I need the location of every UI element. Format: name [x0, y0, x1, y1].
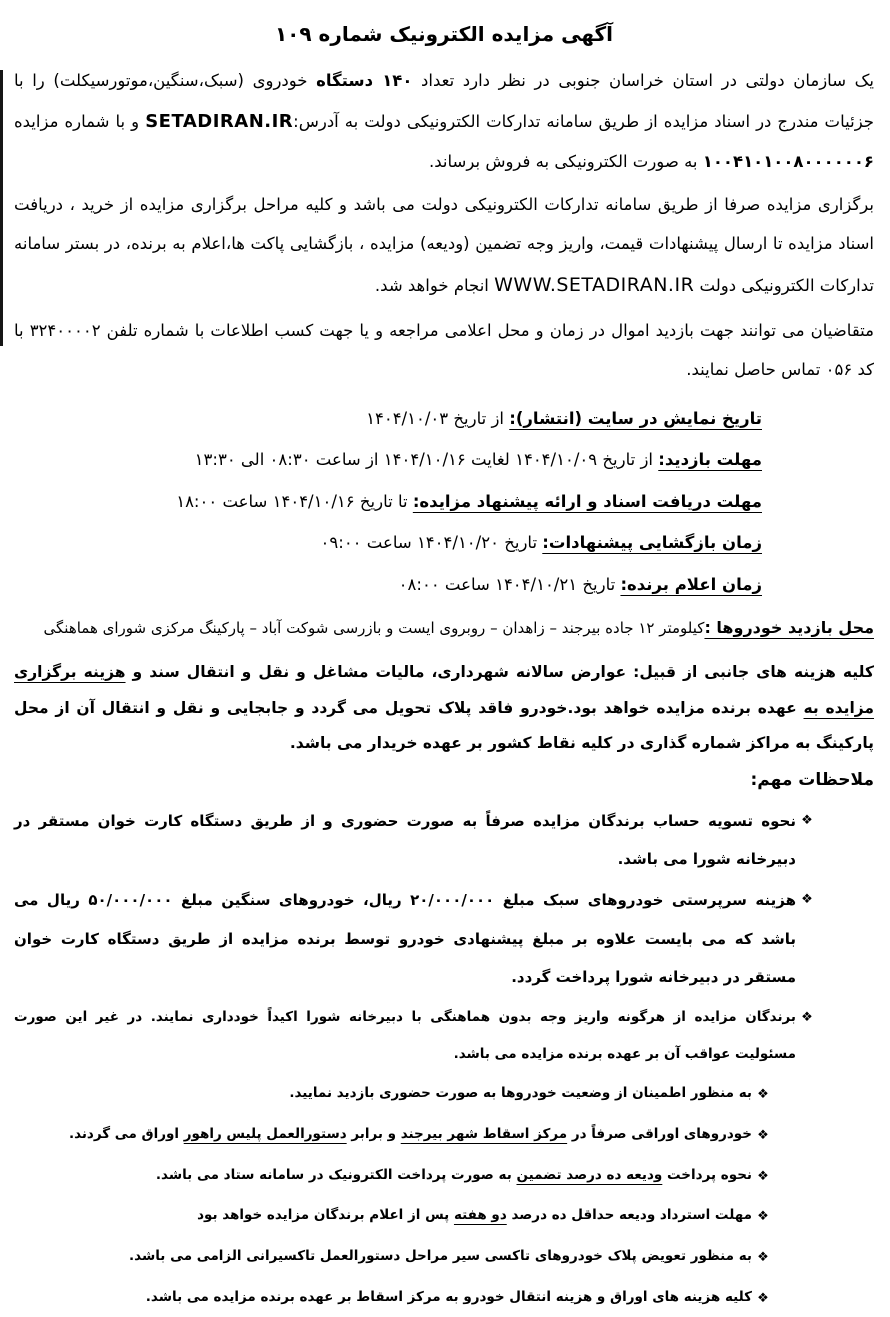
schedule-row-opening	[14, 526, 762, 561]
diamond-bullet-icon: ❖	[801, 812, 813, 828]
important-notes-heading: ملاحظات مهم:	[750, 769, 874, 790]
setadiran-full-url: WWW.SETADIRAN.IR	[494, 274, 695, 297]
note-item-taxi-plates	[14, 1239, 774, 1277]
opening-time-label: زمان بازگشایی پیشنهادات:	[542, 533, 762, 553]
diamond-bullet-icon: ❖	[757, 1128, 769, 1144]
visit-deadline-value: از تاریخ ۱۴۰۴/۱۰/۰۹ لغایت ۱۴۰۴/۱۰/۱۶ از ساعت ۰۸:۳۰ الی ۱۳:۳۰	[194, 450, 659, 470]
notice-title: آگهی مزایده الکترونیک شماره ۱۰۹	[274, 22, 614, 46]
note-text-underlined: ودیعه ده درصد تضمین	[516, 1166, 663, 1183]
process-text-2: انجام خواهد شد.	[374, 276, 495, 296]
vehicle-count: ۱۴۰ دستگاه	[316, 71, 413, 90]
note-text: نحوه تسویه حساب برندگان مزایده صرفاً به صورت حضوری و از طریق دستگاه کارت خوان مستقر در دبیرخانه شورا می باشد.	[14, 811, 796, 869]
schedule-row-docs	[14, 485, 762, 520]
note-item-scrap-costs	[14, 1280, 774, 1317]
docs-deadline-value: تا تاریخ ۱۴۰۴/۱۰/۱۶ ساعت ۱۸:۰۰	[176, 491, 413, 511]
docs-deadline-label: مهلت دریافت اسناد و ارائه پیشنهاد مزایده:	[412, 491, 762, 511]
costs-paragraph	[14, 655, 874, 762]
auction-number: ۱۰۰۴۱۰۱۰۰۸۰۰۰۰۰۰۶	[702, 152, 874, 172]
note-item-inspect-in-person	[14, 1076, 774, 1114]
note-item-deposit-refund	[14, 1198, 774, 1236]
note-text	[14, 1117, 752, 1151]
contact-text-2: با کد	[14, 321, 874, 379]
contact-text-3: تماس حاصل نمایند.	[686, 359, 826, 379]
visit-deadline-label: مهلت بازدید:	[658, 450, 762, 470]
publish-date-label: تاریخ نمایش در سایت (انتشار):	[509, 408, 762, 428]
diamond-bullet-icon: ❖	[757, 1250, 769, 1266]
phone-number: ۳۲۴۰۰۰۰۲	[29, 321, 101, 340]
intro-paragraph	[14, 62, 874, 182]
note-text-part: نحوه پرداخت	[662, 1166, 752, 1183]
inspection-location-row	[14, 610, 874, 645]
intro-text-3: و با شماره مزایده	[14, 111, 146, 131]
contact-paragraph	[14, 312, 874, 390]
note-text-part: به صورت پرداخت الکترونیک در سامانه ستاد می باشد.	[155, 1166, 517, 1183]
diamond-bullet-icon: ❖	[801, 892, 813, 908]
note-item-deposit-payment	[14, 1158, 774, 1196]
note-text-underlined: دو هفته	[453, 1207, 507, 1224]
note-text-underlined: دستورالعمل پلیس راهور	[183, 1126, 347, 1143]
schedule-row-publish	[14, 402, 762, 437]
note-text-part: خودروهای اوراقی صرفاً در	[567, 1126, 752, 1143]
note-text-part: مهلت استرداد ودیعه حداقل ده درصد	[506, 1207, 752, 1224]
note-text-part: اوراق می گردند.	[68, 1126, 184, 1143]
diamond-bullet-icon: ❖	[757, 1209, 769, 1225]
process-text-1: برگزاری مزایده صرفا از طریق سامانه تدارکات الکترونیکی دولت می باشد و کلیه مراحل برگزاری مزایده از خرید ، دریافت اسناد مزایده تا ارسال پیشنهادات قیمت، واریز وجه تضمین (ودیعه) مزایده ، بازگشایی پاکت ها،اعلام به برنده، در بستر سامانه تدارکات الکترونیکی دولت	[14, 194, 874, 296]
schedule-row-winner	[14, 568, 762, 603]
costs-text-2: عهده برنده مزایده خواهد بود.خودرو فاقد پلاک تحویل می گردد و جابجایی و نقل و انتقال آن از محل پارکینگ به مراکز شماره گذاری در کلیه نقاط کشور بر عهده خریدار می باشد.	[14, 698, 874, 753]
winner-announce-label: زمان اعلام برنده:	[620, 575, 762, 595]
opening-time-value: تاریخ ۱۴۰۴/۱۰/۲۰ ساعت ۰۹:۰۰	[320, 533, 543, 553]
note-item-no-unauthorized-payment	[14, 999, 818, 1073]
setadiran-url: SETADIRAN.IR	[145, 110, 294, 132]
contact-text-1: متقاضیان می توانند جهت بازدید اموال در زمان و محل اعلامی مراجعه و یا جهت کسب اطلاعات با شماره تلفن	[100, 321, 874, 340]
note-text-part: و برابر	[346, 1126, 401, 1143]
costs-underlined: هزینه برگزاری مزایده به	[14, 662, 875, 717]
winner-announce-value: تاریخ ۱۴۰۴/۱۰/۲۱ ساعت ۰۸:۰۰	[398, 575, 621, 595]
intro-text-2: خودروی (سبک،سنگین،موتورسیکلت) را با جزئیات مندرج در اسناد مزایده از طریق سامانه تدارکات الکترونیکی دولت به آدرس:	[14, 71, 874, 131]
costs-text-1: کلیه هزینه های جانبی از قبیل: عوارض سالانه شهرداری، مالیات مشاغل و نقل و انتقال سند و	[125, 662, 874, 681]
note-text-underlined: مرکز اسقاط شهر بیرجند	[400, 1126, 568, 1143]
note-text	[14, 1158, 752, 1192]
schedule-row-visit	[14, 443, 762, 478]
note-item-supervision-fee	[14, 881, 818, 996]
diamond-bullet-icon: ❖	[757, 1290, 769, 1306]
inspection-location-value: کیلومتر ۱۲ جاده بیرجند – زاهدان – روبروی ایست و بازرسی شوکت آباد – پارکینگ مرکزی شورای هماهنگی	[43, 618, 705, 637]
note-text-part: پس از اعلام برندگان مزایده خواهد بود	[197, 1207, 454, 1224]
note-text: به منظور تعویض پلاک خودروهای تاکسی سیر مراحل دستورالعمل تاکسیرانی الزامی می باشد.	[129, 1248, 752, 1265]
diamond-bullet-icon: ❖	[801, 1010, 813, 1026]
scan-artifact-line	[0, 70, 3, 346]
diamond-bullet-icon: ❖	[757, 1168, 769, 1184]
note-item-scrap-vehicles	[14, 1117, 774, 1155]
intro-text-1: یک سازمان دولتی در استان خراسان جنوبی در نظر دارد تعداد	[412, 71, 874, 90]
process-paragraph	[14, 186, 874, 308]
area-code: ۰۵۶	[825, 359, 853, 379]
note-text: کلیه هزینه های اوراق و هزینه انتقال خودرو به مرکز اسقاط بر عهده برنده مزایده می باشد.	[145, 1288, 752, 1305]
note-text: برندگان مزایده از هرگونه واریز وجه بدون هماهنگی با دبیرخانه شورا اکیداً خودداری نمایند. در غیر این صورت مسئولیت عواقب آن بر عهده برنده مزایده می باشد.	[14, 1009, 796, 1063]
diamond-bullet-icon: ❖	[757, 1087, 769, 1103]
note-text: هزینه سرپرستی خودروهای سبک مبلغ ۲۰/۰۰۰/۰۰۰ ریال، خودروهای سنگین مبلغ ۵۰/۰۰۰/۰۰۰ ریال می باشد که می بایست علاوه بر مبلغ پیشنهادی خودرو توسط برنده مزایده از طریق دستگاه کارت خوان مستقر در دبیرخانه شورا پرداخت گردد.	[14, 891, 796, 986]
intro-text-4: به صورت الکترونیکی به فروش برساند.	[429, 152, 703, 172]
publish-date-value: از تاریخ ۱۴۰۴/۱۰/۰۳	[366, 408, 510, 428]
note-text	[14, 1198, 752, 1232]
inspection-location-label: محل بازدید خودروها :	[704, 617, 874, 637]
note-item-settlement	[14, 802, 818, 879]
note-text: به منظور اطمینان از وضعیت خودروها به صورت حضوری بازدید نمایید.	[289, 1085, 752, 1102]
